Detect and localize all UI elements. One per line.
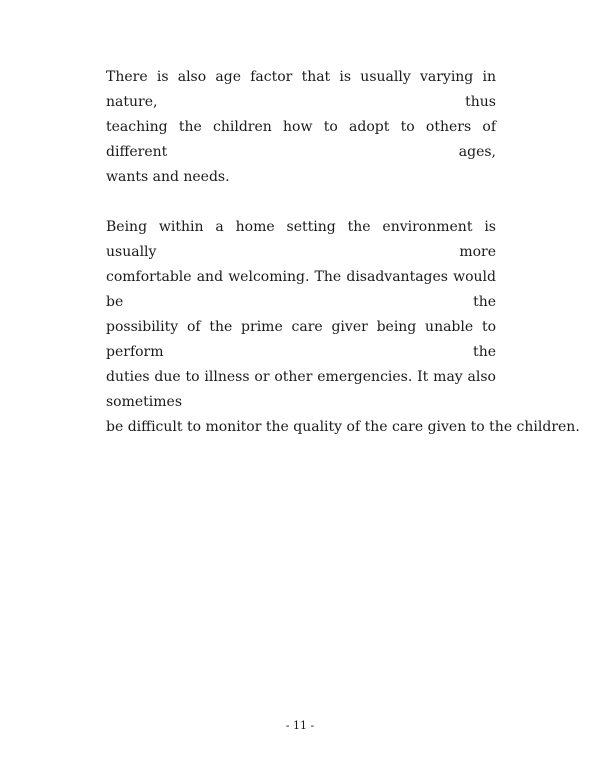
- text-line: be difficult to monitor the quality of the care given to the children.: [106, 419, 580, 435]
- text-line: comfortable and welcoming. The disadvantages would be the: [106, 269, 496, 310]
- paragraph-2: [106, 215, 580, 440]
- page-number: - 11 -: [285, 719, 315, 732]
- text-line: Being within a home setting the environment is usually more: [106, 219, 496, 260]
- text-line: teaching the children how to adopt to others of different ages,: [106, 119, 496, 160]
- body-text: [106, 65, 580, 465]
- text-line: There is also age factor that is usually varying in nature, thus: [106, 69, 496, 110]
- paragraph-1: [106, 65, 496, 190]
- text-line: possibility of the prime care giver being unable to perform the: [106, 319, 496, 360]
- text-line: wants and needs.: [106, 169, 230, 185]
- text-line: duties due to illness or other emergencies. It may also sometimes: [106, 369, 496, 410]
